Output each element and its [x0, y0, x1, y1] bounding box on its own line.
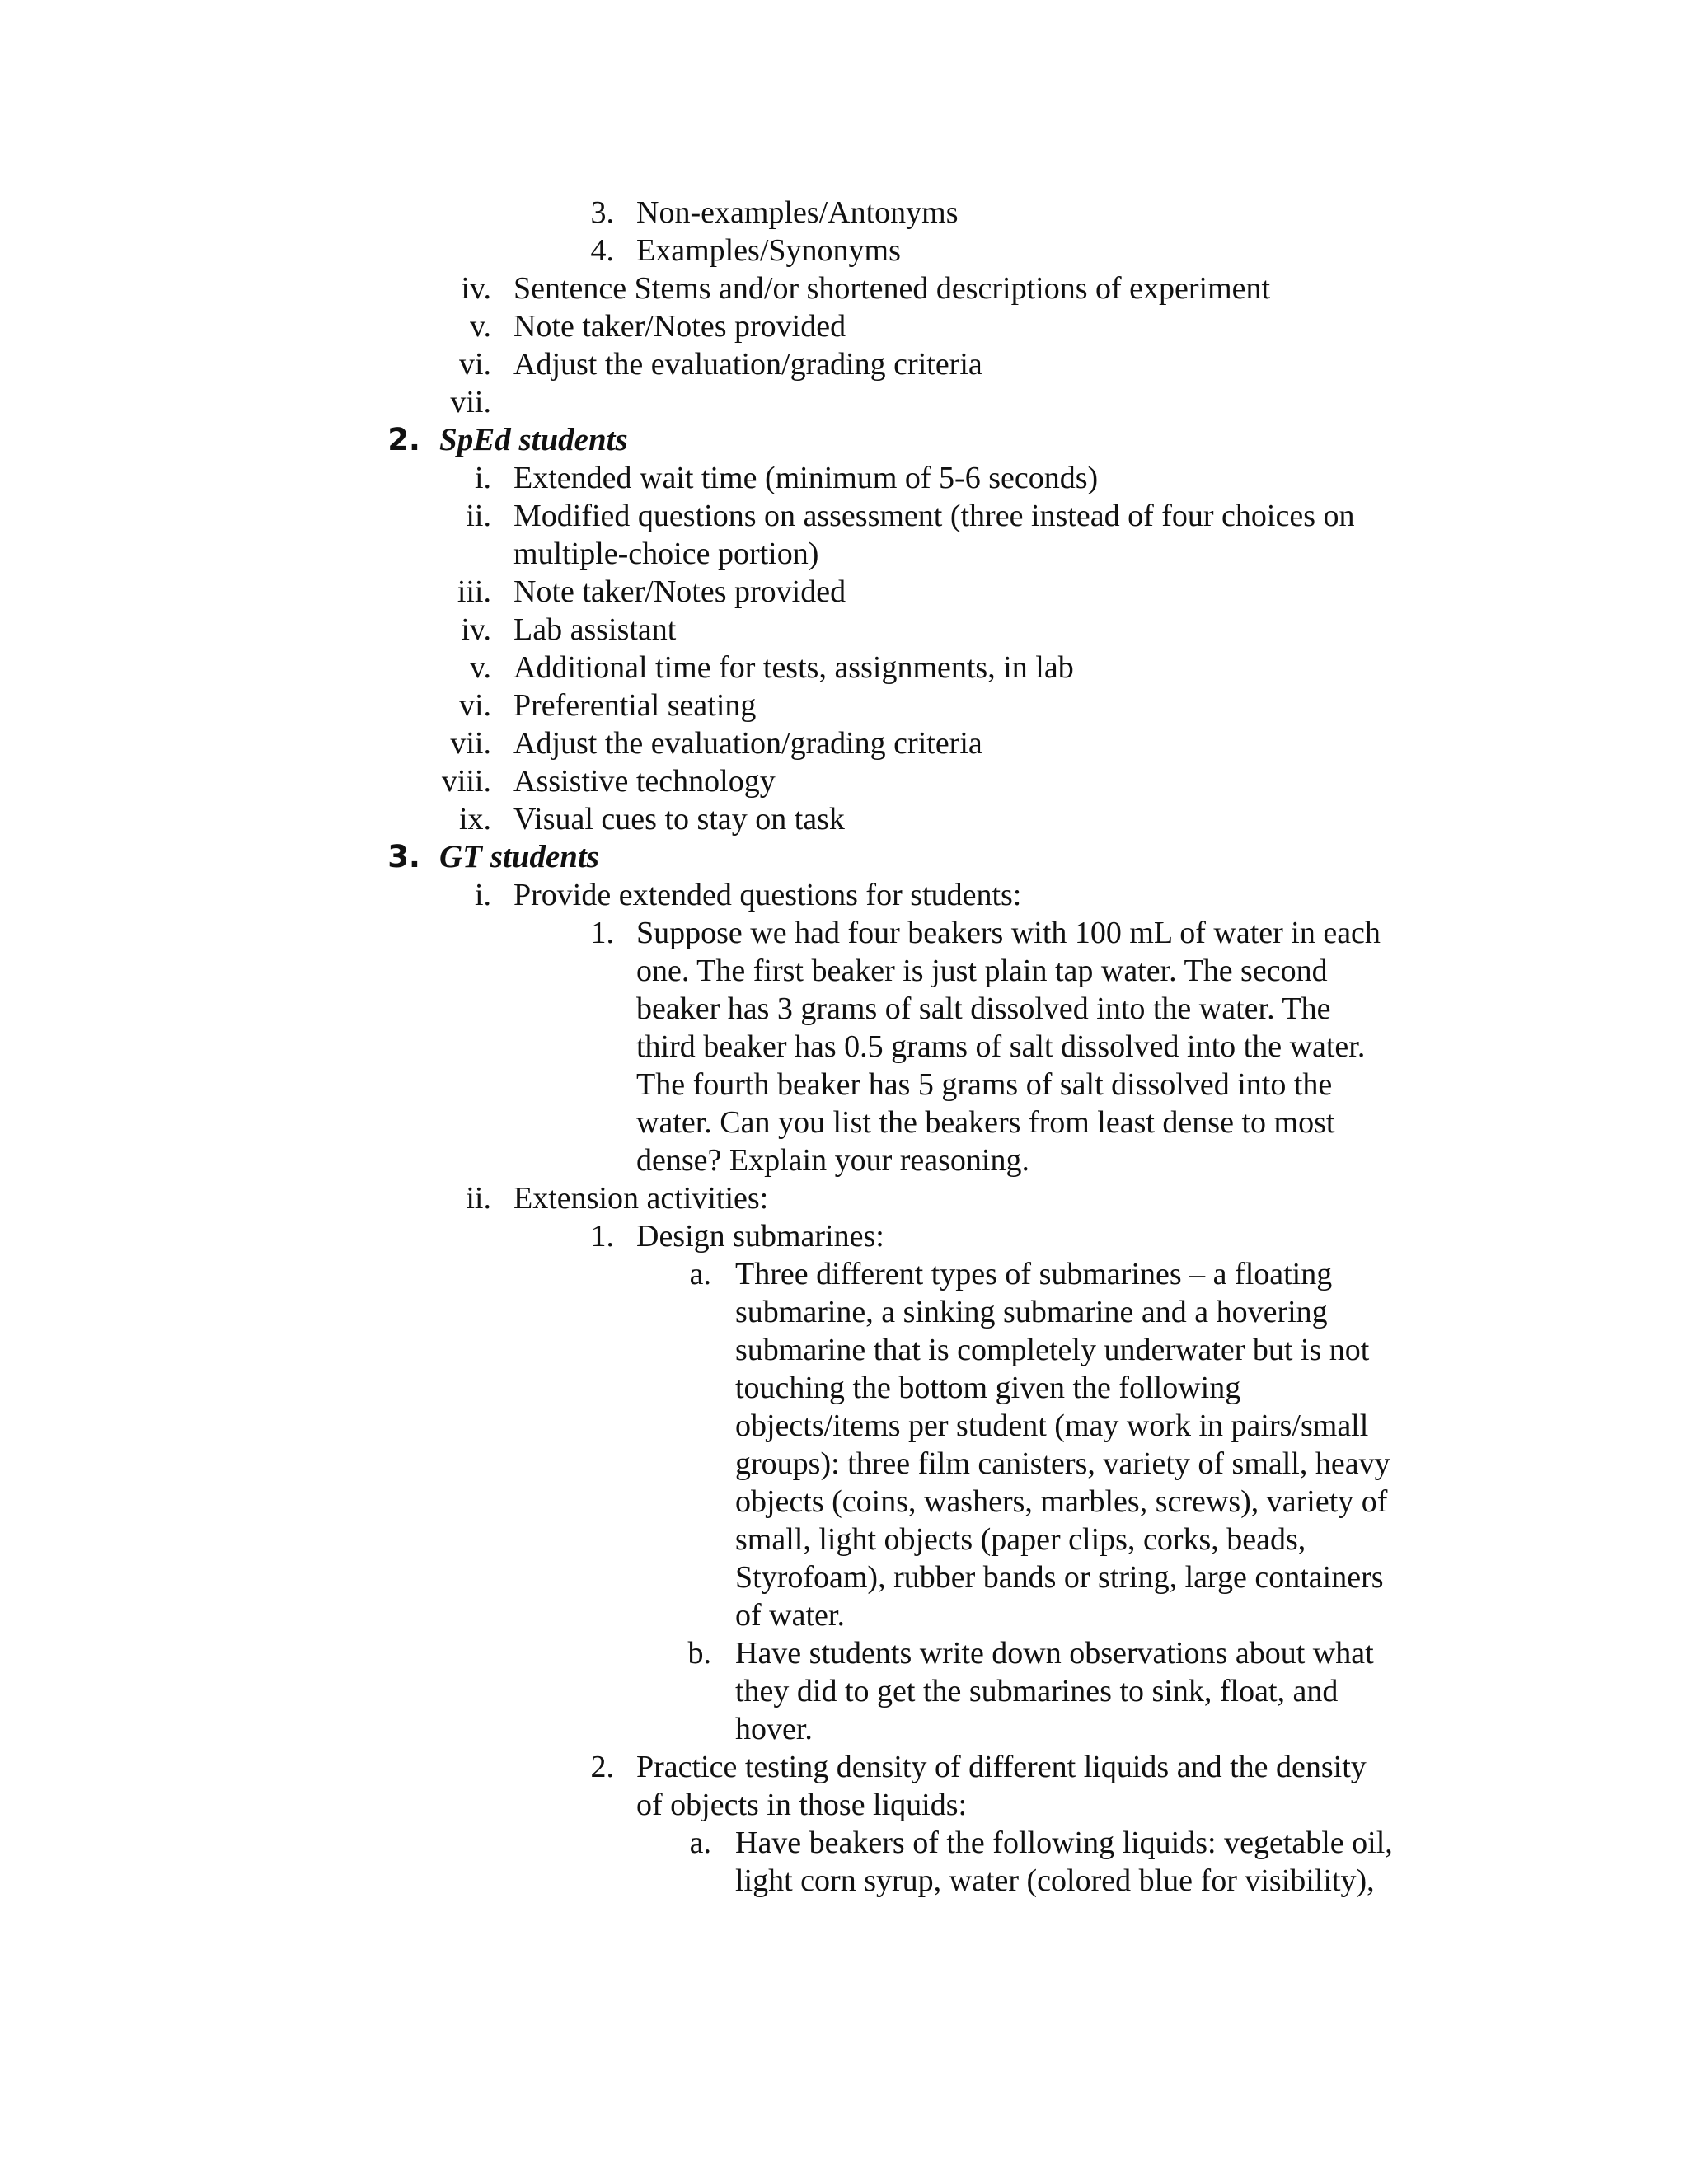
list-marker: 3. [387, 839, 420, 874]
list-marker: 4. [590, 233, 614, 268]
list-item [0, 497, 1688, 535]
list-item [0, 1445, 1688, 1483]
list-item-text: Three different types of submarines – a floating [735, 1257, 1333, 1291]
list-item-text: Sentence Stems and/or shortened descriptions of experiment [513, 271, 1271, 306]
list-item-text: Modified questions on assessment (three instead of four choices on [513, 499, 1355, 533]
list-item-text: Have students write down observations about what [735, 1636, 1374, 1671]
list-marker: ii. [466, 499, 491, 533]
list-item [0, 1255, 1688, 1293]
list-item-text: submarine, a sinking submarine and a hovering [735, 1295, 1328, 1329]
list-marker: i. [474, 461, 491, 495]
list-item [0, 1710, 1688, 1748]
list-item-text: Additional time for tests, assignments, in lab [513, 650, 1074, 685]
list-item-text: Suppose we had four beakers with 100 mL of water in each [636, 916, 1381, 950]
list-item [0, 649, 1688, 687]
list-marker: iii. [457, 574, 491, 609]
list-item-text: Preferential seating [513, 688, 757, 723]
list-item [0, 1179, 1688, 1217]
list-item [0, 1748, 1688, 1786]
list-item [0, 1104, 1688, 1141]
list-marker: v. [469, 309, 491, 344]
list-marker: vi. [458, 688, 491, 723]
list-marker: vi. [458, 347, 491, 382]
list-item [0, 1028, 1688, 1066]
list-marker: vii. [450, 726, 491, 761]
list-item [0, 1483, 1688, 1521]
list-item-text: Have beakers of the following liquids: vegetable oil, [735, 1825, 1393, 1860]
list-item [0, 232, 1688, 269]
list-item [0, 1862, 1688, 1900]
section-heading [0, 838, 1688, 876]
list-item [0, 1558, 1688, 1596]
list-item [0, 1141, 1688, 1179]
list-marker: viii. [441, 764, 491, 799]
list-item-text: water. Can you list the beakers from least dense to most [636, 1105, 1335, 1140]
list-item-text: Note taker/Notes provided [513, 309, 846, 344]
list-item [0, 459, 1688, 497]
list-item-text: they did to get the submarines to sink, float, and [735, 1674, 1339, 1708]
list-item [0, 383, 1688, 421]
list-item [0, 687, 1688, 724]
list-marker: a. [689, 1825, 711, 1860]
list-marker: ix. [458, 802, 491, 837]
list-item [0, 1217, 1688, 1255]
list-item-text: Provide extended questions for students: [513, 878, 1022, 912]
list-item-text: Visual cues to stay on task [513, 802, 845, 837]
list-item [0, 573, 1688, 611]
list-item-text: hover. [735, 1712, 813, 1746]
list-item [0, 1596, 1688, 1634]
list-item-text: Examples/Synonyms [636, 233, 901, 268]
list-item [0, 345, 1688, 383]
list-item-text: one. The first beaker is just plain tap water. The second [636, 954, 1328, 988]
list-item-text: objects/items per student (may work in pairs/small [735, 1408, 1369, 1443]
list-item-text: small, light objects (paper clips, corks, beads, [735, 1522, 1306, 1557]
list-item-text: touching the bottom given the following [735, 1371, 1241, 1405]
list-marker: iv. [461, 612, 491, 647]
list-item [0, 762, 1688, 800]
list-item [0, 724, 1688, 762]
list-marker: b. [687, 1636, 711, 1671]
list-item [0, 952, 1688, 990]
list-item [0, 1824, 1688, 1862]
list-marker: vii. [450, 385, 491, 419]
list-marker: ii. [466, 1181, 491, 1216]
list-item [0, 1066, 1688, 1104]
list-item-text: Non-examples/Antonyms [636, 195, 959, 230]
list-item-text: light corn syrup, water (colored blue for visibility), [735, 1863, 1375, 1898]
list-marker: 1. [590, 1219, 614, 1254]
list-item [0, 990, 1688, 1028]
list-item [0, 194, 1688, 232]
list-item-text: GT students [439, 839, 599, 874]
list-marker: i. [474, 878, 491, 912]
list-marker: 1. [590, 916, 614, 950]
list-item-text: Practice testing density of different liquids and the density [636, 1750, 1367, 1784]
list-item [0, 1407, 1688, 1445]
list-item-text: Styrofoam), rubber bands or string, large containers [735, 1560, 1384, 1595]
list-item [0, 1634, 1688, 1672]
list-marker: 3. [590, 195, 614, 230]
list-item-text: Design submarines: [636, 1219, 884, 1254]
list-item-text: Adjust the evaluation/grading criteria [513, 726, 982, 761]
list-item [0, 1331, 1688, 1369]
list-item [0, 269, 1688, 307]
list-item [0, 1672, 1688, 1710]
list-item-text: Note taker/Notes provided [513, 574, 846, 609]
list-item [0, 876, 1688, 914]
list-item [0, 1521, 1688, 1558]
list-item [0, 1293, 1688, 1331]
list-item-text: The fourth beaker has 5 grams of salt dissolved into the [636, 1067, 1333, 1102]
list-item-text: Assistive technology [513, 764, 776, 799]
list-item-text: submarine that is completely underwater but is not [735, 1333, 1370, 1367]
list-item [0, 914, 1688, 952]
list-item-text: dense? Explain your reasoning. [636, 1143, 1029, 1178]
list-item-text: Adjust the evaluation/grading criteria [513, 347, 982, 382]
list-item-text: objects (coins, washers, marbles, screws), variety of [735, 1484, 1388, 1519]
list-item-text: of objects in those liquids: [636, 1788, 968, 1822]
list-item [0, 535, 1688, 573]
list-item-text: Lab assistant [513, 612, 677, 647]
list-item-text: of water. [735, 1598, 845, 1633]
list-marker: 2. [387, 422, 420, 457]
list-item [0, 1369, 1688, 1407]
section-heading [0, 421, 1688, 459]
list-item-text: SpEd students [439, 422, 628, 457]
list-item-text: third beaker has 0.5 grams of salt dissolved into the water. [636, 1029, 1366, 1064]
list-marker: v. [469, 650, 491, 685]
list-item-text: multiple-choice portion) [513, 537, 819, 571]
list-item-text: beaker has 3 grams of salt dissolved into the water. The [636, 991, 1331, 1026]
list-marker: 2. [590, 1750, 614, 1784]
list-item [0, 800, 1688, 838]
list-item [0, 1786, 1688, 1824]
list-marker: a. [689, 1257, 711, 1291]
list-item-text: groups): three film canisters, variety of small, heavy [735, 1446, 1390, 1481]
list-item-text: Extended wait time (minimum of 5-6 seconds) [513, 461, 1099, 495]
list-marker: iv. [461, 271, 491, 306]
list-item-text: Extension activities: [513, 1181, 769, 1216]
list-item [0, 307, 1688, 345]
list-item [0, 611, 1688, 649]
